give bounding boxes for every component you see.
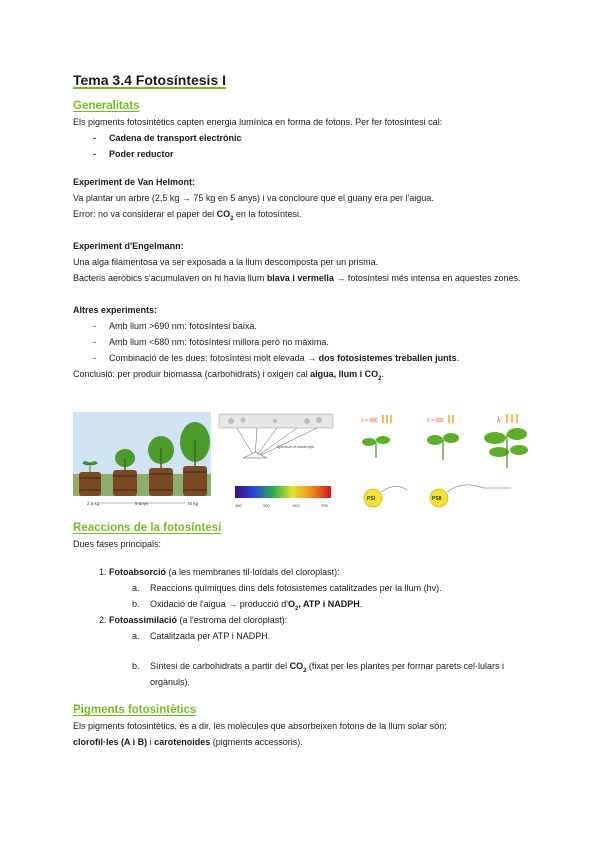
van-helmont-figure bbox=[73, 412, 211, 510]
helmont-line2: Error: no va considerar el paper del $CO_2$ en la fotosíntesi. bbox=[73, 209, 302, 222]
fig3-light-label: λ > 680 bbox=[427, 418, 444, 424]
list-item: a. Catalitzada per ATP i NADPH. bbox=[132, 631, 271, 641]
fig3-psi-label: PSI bbox=[367, 496, 376, 502]
generalitats-intro: Els pigments fotosintètics capten energia lumínica en forma de fotons. Per fer fotosíntesi cal: bbox=[73, 117, 443, 127]
fig3-light-label: λ bbox=[497, 417, 501, 424]
engelmann-heading: Experiment d'Engelmann: bbox=[73, 241, 184, 251]
document-page-lower bbox=[73, 520, 533, 750]
section-heading-generalitats: Generalitats bbox=[73, 100, 140, 112]
list-item: - Amb llum <680 nm: fotosíntesi millora però no màxima. bbox=[93, 334, 533, 350]
section-heading-reaccions: Reaccions de la fotosíntesi bbox=[73, 522, 222, 534]
phases-list bbox=[73, 564, 533, 690]
fig3-light-label: λ > 680 bbox=[361, 418, 378, 424]
altres-list bbox=[73, 318, 533, 366]
list-item: - Amb llum >690 nm: fotosíntesi baixa. bbox=[93, 318, 533, 334]
fig2-spectrum-caption: Spectrum of visible light bbox=[277, 445, 314, 449]
list-item: 1. Fotoabsorció (a les membranes til·loïdals del cloroplast): a. Reaccions químiques dins dels fotosistemes catalitzades per la llum (hν). b. Oxidació de l'aigua → producció $d'O_2$, ATP i NADPH. bbox=[109, 564, 533, 612]
fig2-tick: 700 bbox=[321, 503, 328, 508]
altres-conclusion: Conclusió: per produir biomassa (carbohidrats) i oxigen cal aigua, llum i $CO_2$. bbox=[73, 369, 384, 382]
engelmann-line1: Una alga filamentosa va ser exposada a la llum descomposta per un prisma. bbox=[73, 257, 379, 267]
list-item: - Cadena de transport electrònic bbox=[93, 130, 533, 146]
list-item: b. Síntesi de carbohidrats a partir del $CO_2$ (fixat per les plantes per formar parets cel·lulars i orgànuls). bbox=[132, 661, 504, 687]
fig1-label-end: 75 kg bbox=[187, 501, 199, 506]
list-item: a. Reaccions químiques dins dels fotosistemes catalitzades per la llum (hν). bbox=[132, 583, 442, 593]
engelmann-figure bbox=[215, 412, 337, 510]
two-photosystems-figure bbox=[343, 412, 529, 510]
generalitats-list bbox=[73, 130, 533, 162]
helmont-heading: Experiment de Van Helmont: bbox=[73, 177, 196, 187]
helmont-line1: Va plantar un arbre (2,5 kg → 75 kg en 5 anys) i va concloure que el guany era per l'aigua. bbox=[73, 193, 434, 203]
fig2-tick: 400 bbox=[235, 503, 242, 508]
document-page bbox=[73, 70, 533, 382]
list-item: b. Oxidació de l'aigua → producció $d'O_2$, ATP i NADPH. bbox=[132, 599, 363, 612]
fig3-psii-label: PSII bbox=[432, 496, 442, 502]
fig2-tick: 500 bbox=[263, 503, 270, 508]
altres-heading: Altres experiments: bbox=[73, 305, 158, 315]
pigments-line2: clorofil·les (A i B) i carotenoides (pigments accessoris). bbox=[73, 737, 303, 747]
figure-strip bbox=[73, 412, 529, 510]
reaccions-intro: Dues fases principals: bbox=[73, 539, 162, 549]
fig1-label-duration: 5 anys bbox=[135, 501, 149, 506]
fig1-label-start: 2,5 kg bbox=[87, 501, 100, 506]
pigments-line1: Els pigments fotosintètics, és a dir, les molècules que absorbeixen fotons de la llum solar són: bbox=[73, 721, 447, 731]
page-title: Tema 3.4 Fotosíntesis I bbox=[73, 72, 227, 88]
engelmann-line2: Bacteris aeròbics s'acumulaven on hi havia llum blava i vermella → fotosíntesi més intensa en aquestes zones. bbox=[73, 273, 521, 283]
list-item: - Combinació de les dues: fotosíntesi molt elevada → dos fotosistemes treballen junts. bbox=[93, 350, 533, 366]
list-item: - Poder reductor bbox=[93, 146, 533, 162]
section-heading-pigments: Pigments fotosintètics bbox=[73, 704, 197, 716]
fig2-tick: 600 bbox=[293, 503, 300, 508]
list-item: 2. Fotoassimilació (a l'estroma del cloroplast): a. Catalitzada per ATP i NADPH. b. Síntesi de carbohidrats a partir del $CO_2$ (fixat per les plantes per formar parets cel·lulars i orgànuls). bbox=[109, 612, 533, 690]
